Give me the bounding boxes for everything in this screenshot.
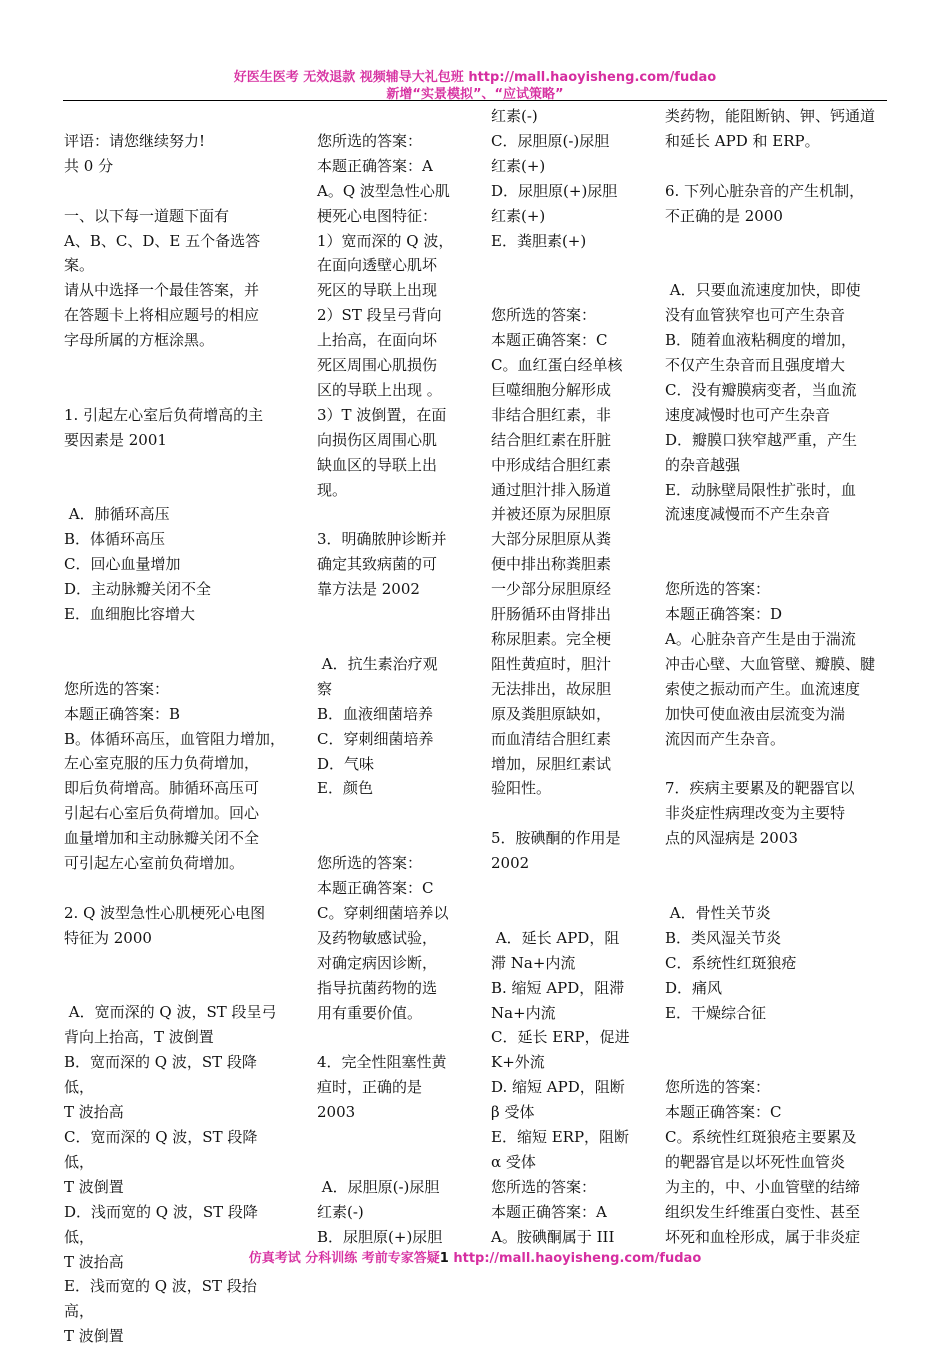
text-line: 非炎症性病理改变为主要特 bbox=[665, 804, 846, 823]
text-line: 您所选的答案： bbox=[491, 306, 597, 325]
text-line: 及药物敏感试验， bbox=[317, 928, 438, 947]
footer-url: http://mall.haoyisheng.com/fudao bbox=[448, 1251, 702, 1266]
text-line: 您所选的答案： bbox=[491, 1177, 597, 1196]
text-line: C．宽而深的 Q 波，ST 段降低， bbox=[64, 1127, 258, 1171]
text-line: Na+内流 bbox=[491, 1003, 556, 1022]
text-line: 一少部分尿胆原经 bbox=[491, 580, 612, 599]
text-line: A．延长 APD，阻 bbox=[491, 928, 620, 947]
text-line: 的杂音越强 bbox=[665, 455, 741, 474]
text-line: 1）宽而深的 Q 波， bbox=[317, 231, 454, 250]
text-line: B．随着血液粘稠度的增加， bbox=[665, 331, 857, 350]
text-line: 向损伤区周围心肌 bbox=[317, 430, 438, 449]
text-line: 红素(+) bbox=[491, 156, 546, 175]
text-line: 您所选的答案： bbox=[665, 580, 771, 599]
text-line bbox=[491, 253, 633, 278]
text-line bbox=[64, 378, 286, 403]
text-line: 2. Q 波型急性心肌梗死心电图 bbox=[64, 903, 266, 922]
text-line: 2003 bbox=[317, 1103, 356, 1122]
text-line: 增加，尿胆红素试 bbox=[491, 754, 612, 773]
text-line: 缺血区的导联上出 bbox=[317, 455, 438, 474]
text-line bbox=[665, 253, 887, 278]
text-line: 而血清结合胆红素 bbox=[491, 729, 612, 748]
text-line: C．穿刺细菌培养 bbox=[317, 729, 434, 748]
text-line: 可引起左心室前负荷增加。 bbox=[64, 854, 245, 873]
footer bbox=[0, 1247, 950, 1266]
text-line: 红素(+) bbox=[491, 206, 546, 225]
footer-promo-text: 仿真考试 分科训练 考前专家答疑 bbox=[248, 1251, 440, 1266]
text-line: 血量增加和主动脉瓣关闭不全 bbox=[64, 829, 260, 848]
text-line: A．只要血流速度加快，即使 bbox=[665, 281, 861, 300]
text-line: 本题正确答案：C bbox=[665, 1103, 782, 1122]
text-line bbox=[64, 876, 286, 901]
text-line: 6. 下列心脏杂音的产生机制， bbox=[665, 181, 865, 200]
text-line: 阻性黄疸时，胆汁 bbox=[491, 654, 612, 673]
text-line: 现。 bbox=[317, 480, 348, 499]
text-line: D．尿胆原(+)尿胆 bbox=[491, 181, 618, 200]
text-line: 红素(-) bbox=[317, 1202, 364, 1221]
text-line: 冲击心壁、大血管壁、瓣膜、腱 bbox=[665, 654, 876, 673]
text-line: 特征为 2000 bbox=[64, 928, 152, 947]
text-line: 非结合胆红素，非 bbox=[491, 405, 612, 424]
text-line: C。系统性红斑狼疮主要累及 bbox=[665, 1128, 857, 1146]
text-line: 不仅产生杂音而且强度增大 bbox=[665, 356, 846, 375]
text-line: E．浅而宽的 Q 波，ST 段抬高， bbox=[64, 1277, 257, 1321]
text-line bbox=[665, 876, 887, 901]
text-line bbox=[317, 801, 459, 826]
text-line: β 受体 bbox=[491, 1103, 535, 1122]
text-line: 称尿胆素。完全梗 bbox=[491, 630, 612, 648]
text-line bbox=[64, 652, 286, 677]
text-line: E．血细胞比容增大 bbox=[64, 605, 195, 624]
text-line: D．气味 bbox=[317, 754, 375, 773]
text-line: 不正确的是 2000 bbox=[665, 206, 783, 225]
text-line bbox=[317, 502, 459, 527]
text-line: D．浅而宽的 Q 波，ST 段降低， bbox=[64, 1202, 258, 1246]
text-line bbox=[317, 1150, 459, 1175]
text-line: 结合胆红素在肝脏 bbox=[491, 430, 612, 449]
text-line: 肝肠循环由肾排出 bbox=[491, 605, 612, 624]
text-line bbox=[317, 1025, 459, 1050]
text-line: 3．明确脓肿诊断并 bbox=[317, 530, 447, 549]
text-line: E．动脉壁局限性扩张时，血 bbox=[665, 480, 856, 499]
text-line: 原及粪胆原缺如， bbox=[491, 704, 612, 723]
text-line: C．没有瓣膜病变者，当血流 bbox=[665, 380, 857, 399]
text-line: 点的风湿病是 2003 bbox=[665, 829, 798, 848]
text-line: 本题正确答案：A bbox=[491, 1202, 607, 1221]
column-2 bbox=[317, 104, 459, 1250]
text-line bbox=[491, 801, 633, 826]
text-line bbox=[665, 751, 887, 776]
text-line: 流速度减慢而不产生杂音 bbox=[665, 505, 831, 524]
text-line: 区的导联上出现 。 bbox=[317, 380, 442, 399]
text-line bbox=[665, 552, 887, 577]
text-line: 本题正确答案：C bbox=[491, 331, 608, 350]
text-line: C．回心血量增加 bbox=[64, 555, 181, 574]
text-line: T 波倒置 bbox=[64, 1177, 124, 1196]
text-line: 一、以下每一道题下面有 bbox=[64, 206, 230, 225]
text-line: B．体循环高压 bbox=[64, 530, 166, 549]
text-line: A、B、C、D、E 五个备选答案。 bbox=[64, 231, 261, 275]
text-line: 坏死和血栓形成，属于非炎症 bbox=[665, 1227, 861, 1246]
column-1 bbox=[64, 104, 286, 1349]
text-line: 指导抗菌药物的选 bbox=[317, 978, 438, 997]
text-line: α 受体 bbox=[491, 1152, 536, 1171]
text-line: 要因素是 2001 bbox=[64, 430, 167, 449]
text-line: 本题正确答案：B bbox=[64, 704, 181, 723]
text-line: 红素(-) bbox=[491, 107, 538, 125]
text-line: D．痛风 bbox=[665, 978, 723, 997]
text-line: 字母所属的方框涂黑。 bbox=[64, 331, 215, 350]
text-line: E．颜色 bbox=[317, 779, 373, 798]
text-line: E．缩短 ERP，阻断 bbox=[491, 1128, 630, 1147]
text-line bbox=[491, 278, 633, 303]
text-line: 本题正确答案：D bbox=[665, 605, 783, 624]
header-new-features-line: 新增“实景模拟”、“应试策略” bbox=[386, 87, 564, 102]
text-line bbox=[64, 976, 286, 1001]
text-line: E．粪胆素(+) bbox=[491, 231, 587, 250]
text-line: 即后负荷增高。肺循环高压可 bbox=[64, 779, 260, 798]
text-line bbox=[64, 353, 286, 378]
text-line: A。胺碘酮属于 III bbox=[491, 1227, 615, 1246]
text-line bbox=[665, 851, 887, 876]
text-line bbox=[64, 951, 286, 976]
text-line bbox=[64, 453, 286, 478]
text-line: 速度减慢时也可产生杂音 bbox=[665, 405, 831, 424]
text-line: 背向上抬高，T 波倒置 bbox=[64, 1028, 214, 1047]
text-line: 大部分尿胆原从粪 bbox=[491, 530, 612, 549]
text-line: 巨噬细胞分解形成 bbox=[491, 380, 612, 399]
text-line: T 波抬高 bbox=[64, 1103, 124, 1122]
text-line: 死区的导联上出现 bbox=[317, 281, 438, 300]
text-line bbox=[665, 1050, 887, 1075]
text-line: 无法排出，故尿胆 bbox=[491, 679, 612, 698]
text-line: A．宽而深的 Q 波，ST 段呈弓 bbox=[64, 1003, 277, 1022]
text-line: 本题正确答案：A bbox=[317, 156, 433, 175]
column-4 bbox=[665, 104, 887, 1250]
text-line: B．宽而深的 Q 波，ST 段降低， bbox=[64, 1053, 257, 1097]
text-line: 察 bbox=[317, 679, 333, 698]
text-line: 便中排出称粪胆素 bbox=[491, 555, 612, 574]
text-line: 2002 bbox=[491, 854, 530, 873]
text-line: 7．疾病主要累及的靶器官以 bbox=[665, 779, 855, 798]
text-line: K+外流 bbox=[491, 1053, 545, 1072]
text-line bbox=[665, 154, 887, 179]
text-line: 索使之振动而产生。血流速度 bbox=[665, 679, 861, 698]
text-line: 用有重要价值。 bbox=[317, 1003, 423, 1022]
text-line: 中形成结合胆红素 bbox=[491, 455, 612, 474]
text-line: B．血液细菌培养 bbox=[317, 704, 434, 723]
text-line: C．系统性红斑狼疮 bbox=[665, 953, 797, 972]
text-line: 为主的，中、小血管壁的结缔 bbox=[665, 1177, 861, 1196]
text-line: 评语：请您继续努力! bbox=[64, 131, 206, 150]
text-line: A．骨性关节炎 bbox=[665, 903, 771, 922]
text-line: 的靶器官是以坏死性血管炎 bbox=[665, 1152, 846, 1171]
text-line: 您所选的答案： bbox=[317, 131, 423, 150]
text-line bbox=[317, 826, 459, 851]
text-line: 5．胺碘酮的作用是 bbox=[491, 829, 621, 848]
text-line: C．延长 ERP，促进 bbox=[491, 1028, 630, 1047]
header-divider bbox=[63, 100, 887, 101]
text-line: 死区周围心肌损伤 bbox=[317, 356, 438, 375]
text-line: 加快可使血液由层流变为湍 bbox=[665, 704, 846, 723]
text-line: A．肺循环高压 bbox=[64, 505, 170, 524]
text-line: 您所选的答案： bbox=[317, 854, 423, 873]
text-line: E．干燥综合征 bbox=[665, 1003, 766, 1022]
text-line: 共 0 分 bbox=[64, 156, 114, 175]
text-line: B．尿胆原(+)尿胆 bbox=[317, 1227, 443, 1246]
text-line: 4．完全性阻塞性黄 bbox=[317, 1053, 447, 1072]
text-line: C．尿胆原(-)尿胆 bbox=[491, 131, 610, 150]
text-line: D．主动脉瓣关闭不全 bbox=[64, 580, 212, 599]
text-line: 对确定病因诊断， bbox=[317, 953, 438, 972]
text-line: A。Q 波型急性心肌 bbox=[317, 181, 450, 200]
text-line: 流因而产生杂音。 bbox=[665, 729, 786, 748]
text-line: 梗死心电图特征： bbox=[317, 206, 438, 225]
text-line bbox=[665, 1025, 887, 1050]
text-line: 上抬高，在面向坏 bbox=[317, 331, 438, 350]
text-line: 左心室克服的压力负荷增加， bbox=[64, 754, 260, 773]
text-line: 3）T 波倒置，在面 bbox=[317, 405, 447, 424]
text-line bbox=[665, 229, 887, 254]
page-number: 1 bbox=[439, 1251, 449, 1266]
text-line: 和延长 APD 和 ERP。 bbox=[665, 131, 820, 150]
text-line bbox=[317, 104, 459, 129]
text-line bbox=[317, 1125, 459, 1150]
text-line: 2）ST 段呈弓背向 bbox=[317, 306, 442, 325]
text-line: 组织发生纤维蛋白变性、甚至 bbox=[665, 1202, 861, 1221]
text-line: 通过胆汁排入肠道 bbox=[491, 480, 612, 499]
text-line bbox=[64, 179, 286, 204]
text-line: 并被还原为尿胆原 bbox=[491, 505, 612, 524]
text-line: A．抗生素治疗观 bbox=[317, 654, 438, 673]
text-line: 验阳性。 bbox=[491, 779, 552, 798]
text-line: A．尿胆原(-)尿胆 bbox=[317, 1177, 440, 1196]
text-line: B。体循环高压，血管阻力增加， bbox=[64, 729, 286, 748]
column-3 bbox=[491, 104, 633, 1250]
text-line: T 波抬高 bbox=[64, 1252, 124, 1271]
text-line: 滞 Na+内流 bbox=[491, 953, 576, 972]
text-line: B．类风湿关节炎 bbox=[665, 928, 782, 947]
text-line: B. 缩短 APD，阻滞 bbox=[491, 978, 625, 997]
text-line bbox=[491, 901, 633, 926]
text-line bbox=[64, 104, 286, 129]
text-line bbox=[317, 627, 459, 652]
text-line: 靠方法是 2002 bbox=[317, 580, 420, 599]
text-line: 没有血管狭窄也可产生杂音 bbox=[665, 306, 846, 325]
text-line: C。穿刺细菌培养以 bbox=[317, 903, 449, 922]
text-line: D．瓣膜口狭窄越严重，产生 bbox=[665, 430, 858, 449]
text-line: C。血红蛋白经单核 bbox=[491, 356, 623, 375]
text-line: 请从中选择一个最佳答案，并 bbox=[64, 281, 260, 300]
text-line: 疸时，正确的是 bbox=[317, 1078, 423, 1097]
text-line bbox=[665, 527, 887, 552]
text-line: 本题正确答案：C bbox=[317, 879, 434, 897]
text-line bbox=[64, 627, 286, 652]
text-line bbox=[64, 478, 286, 503]
text-line: 您所选的答案： bbox=[64, 679, 170, 698]
text-line bbox=[317, 602, 459, 627]
text-line: 在答题卡上将相应题号的相应 bbox=[64, 306, 260, 325]
text-line: A。心脏杂音产生是由于湍流 bbox=[665, 629, 856, 648]
header-promo-line: 好医生医考 无效退款 视频辅导大礼包班 http://mall.haoyisheng.com/fudao bbox=[233, 70, 717, 85]
text-line: D. 缩短 APD，阻断 bbox=[491, 1078, 625, 1097]
text-line: 您所选的答案： bbox=[665, 1078, 771, 1097]
text-line: 1. 引起左心室后负荷增高的主 bbox=[64, 405, 264, 424]
text-line: 在面向透壁心肌坏 bbox=[317, 256, 438, 275]
text-line bbox=[491, 876, 633, 901]
text-line: 引起右心室后负荷增加。回心 bbox=[64, 804, 260, 823]
text-line: 确定其致病菌的可 bbox=[317, 555, 438, 574]
text-line: T 波倒置 bbox=[64, 1327, 124, 1346]
text-line: 类药物，能阻断钠、钾、钙通道 bbox=[665, 107, 876, 125]
